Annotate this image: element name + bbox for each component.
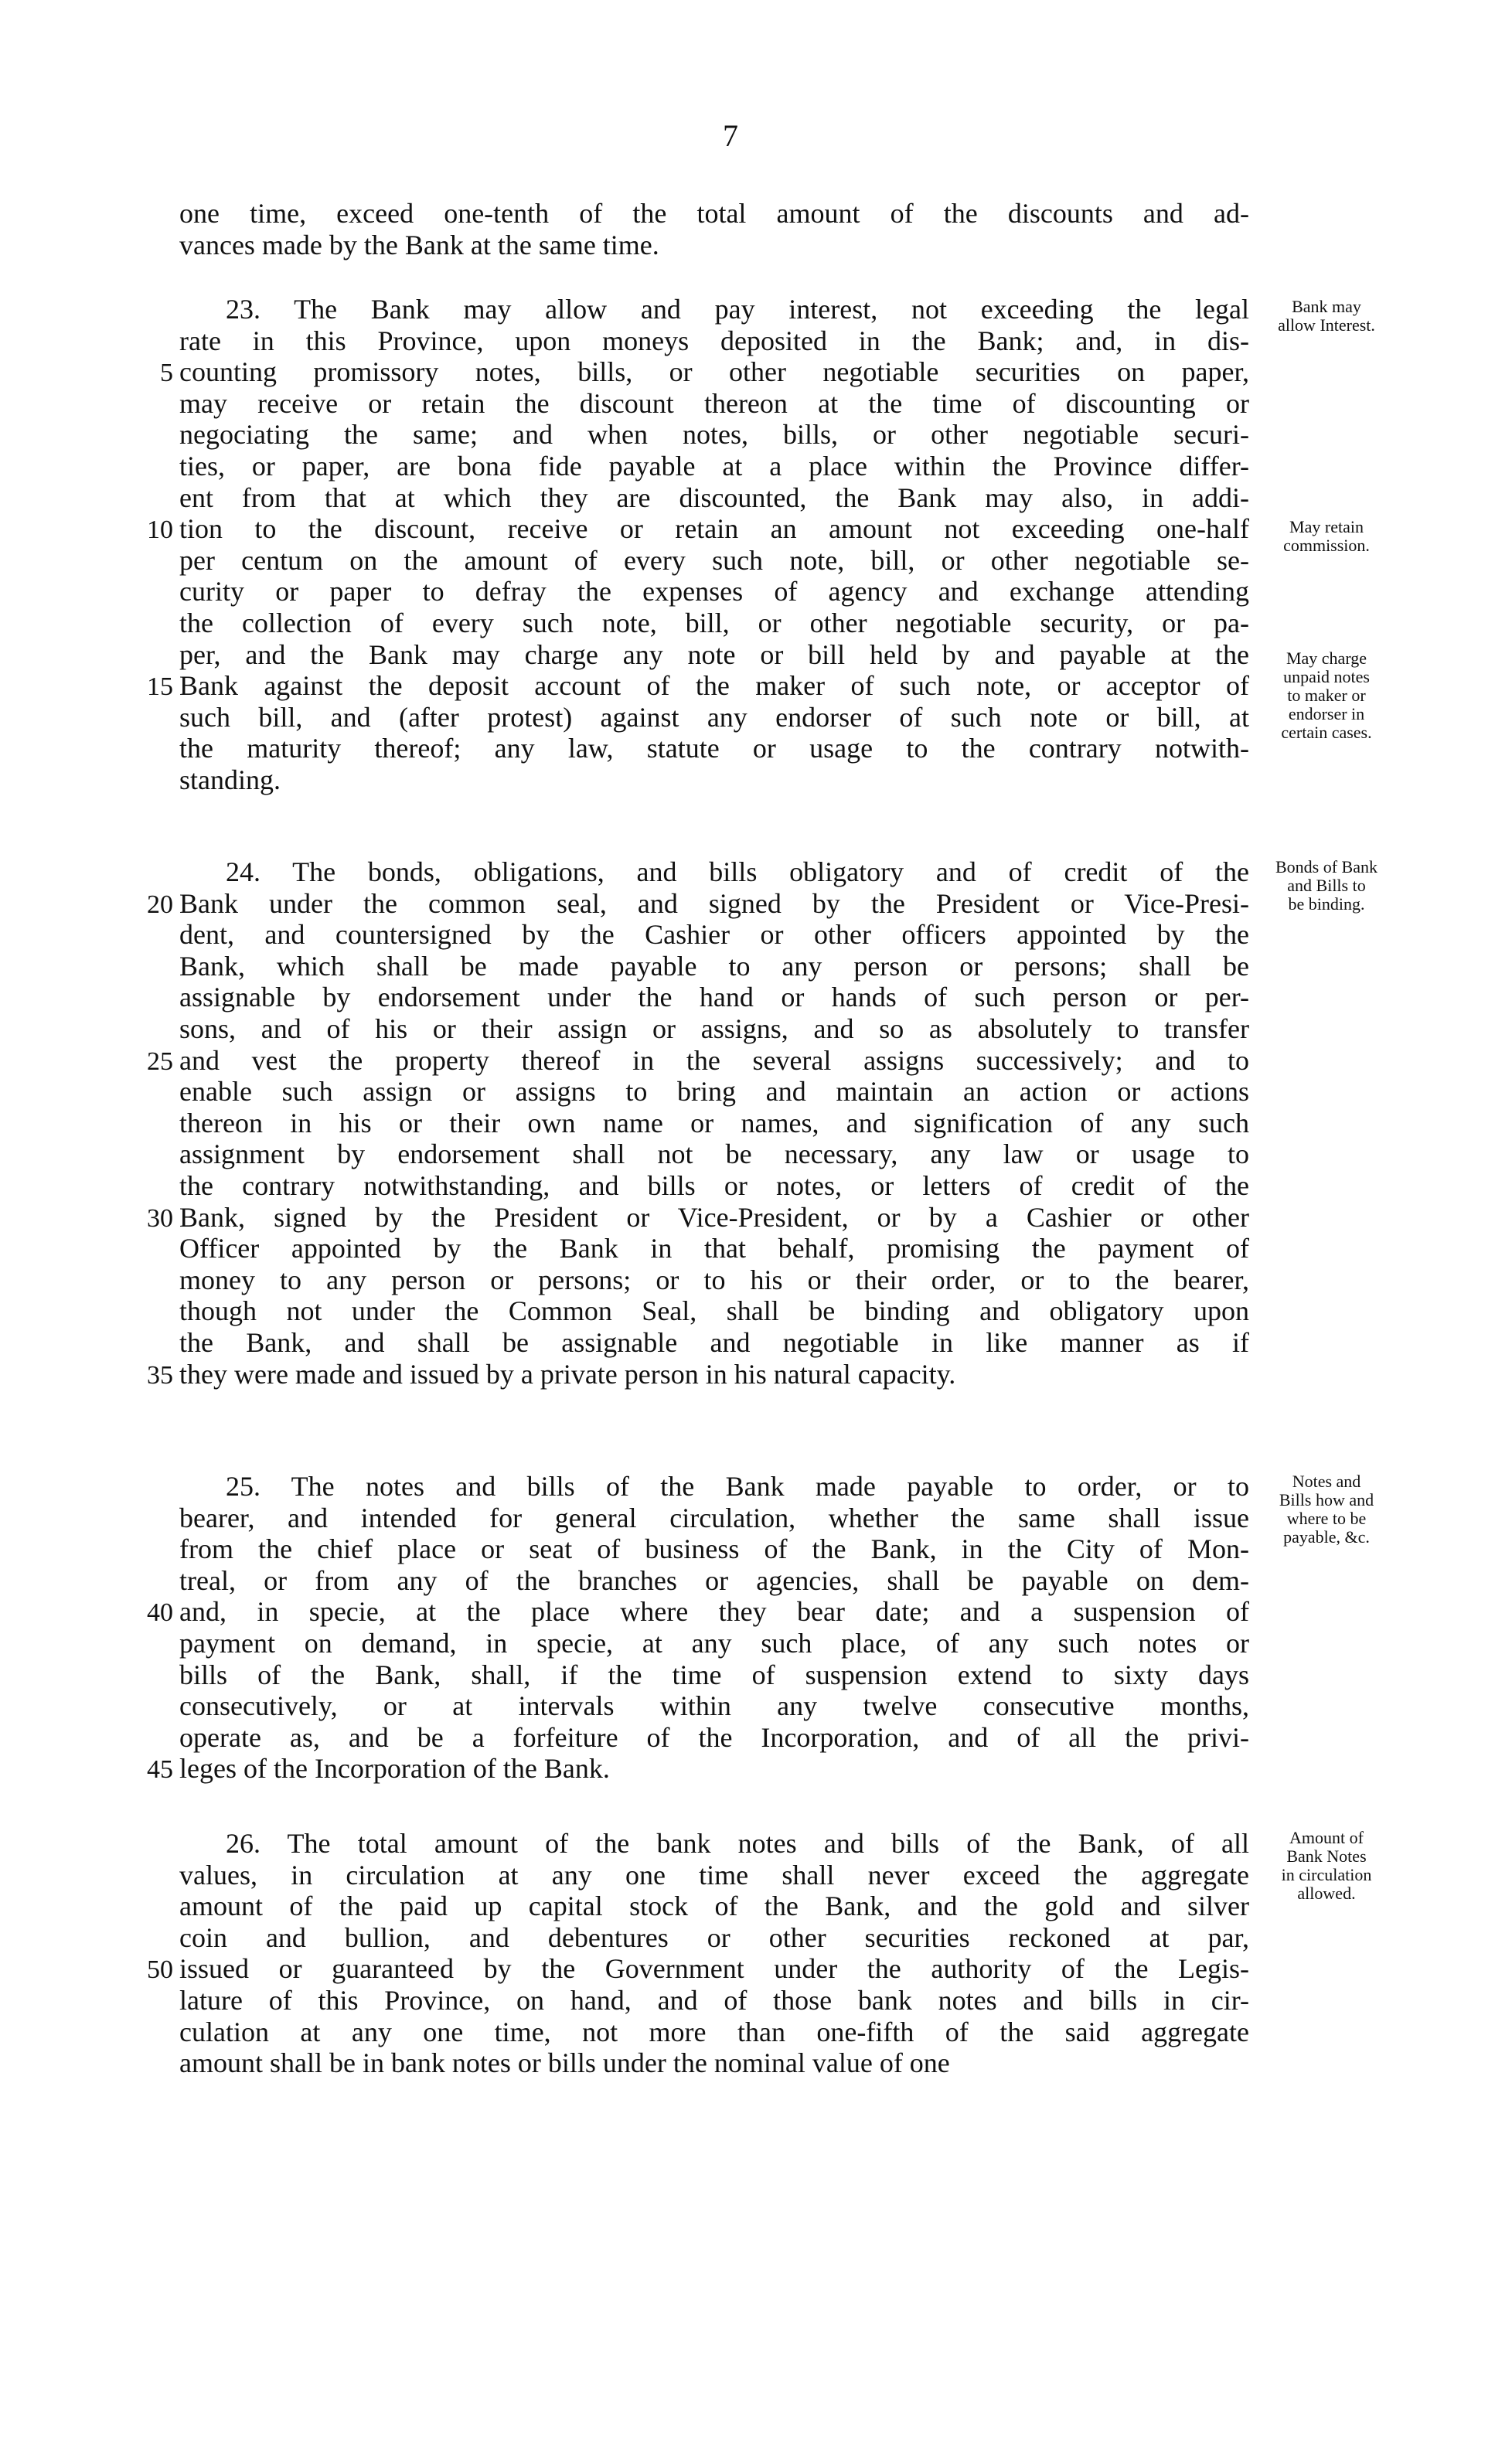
section-s23	[147, 294, 1249, 796]
text-line: payment on demand, in specie, at any such place, of any such notes or	[179, 1627, 1249, 1659]
margin-note	[1249, 858, 1404, 914]
margin-note-line: allow Interest.	[1278, 315, 1375, 335]
text-line: culation at any one time, not more than one-fifth of the said aggregate	[179, 2016, 1249, 2047]
text-line: the contrary notwithstanding, and bills or notes, or letters of credit of the	[179, 1169, 1249, 1201]
text-line: consecutively, or at intervals within any twelve consecutive months,	[179, 1690, 1249, 1722]
section-s25	[147, 1471, 1249, 1785]
text-line: the collection of every such note, bill, or other negotiable security, or pa-	[179, 607, 1249, 638]
text-line: money to any person or persons; or to his or their order, or to the bearer,	[179, 1264, 1249, 1295]
text-line: bills of the Bank, shall, if the time of suspension extend to sixty days	[179, 1659, 1249, 1690]
text-line: Bank, signed by the President or Vice-President, or by a Cashier or other	[179, 1201, 1249, 1233]
text-line: tion to the discount, receive or retain an amount not exceeding one-half	[179, 513, 1249, 545]
text-line: ent from that at which they are discounted, the Bank may also, in addi-	[179, 482, 1249, 513]
text-line: thereon in his or their own name or names, and signification of any such	[179, 1107, 1249, 1138]
text-line: vances made by the Bank at the same time.	[179, 229, 659, 260]
margin-note	[1249, 1829, 1404, 1903]
margin-note-line: certain cases.	[1281, 723, 1372, 742]
text-line: such bill, and (after protest) against any endorser of such note or bill, at	[179, 701, 1249, 733]
text-line: treal, or from any of the branches or agencies, shall be payable on dem-	[179, 1564, 1249, 1596]
margin-note-line: Notes and	[1292, 1472, 1361, 1491]
text-line: assignment by endorsement shall not be necessary, any law or usage to	[179, 1138, 1249, 1170]
text-line: Bank, which shall be made payable to any person or persons; shall be	[179, 950, 1249, 982]
margin-note-line: be binding.	[1288, 894, 1365, 914]
text-line: Bank under the common seal, and signed by the President or Vice-Presi-	[179, 887, 1249, 919]
margin-note-line: in circulation	[1281, 1865, 1372, 1884]
text-line: operate as, and be a forfeiture of the Incorporation, and of all the privi-	[179, 1721, 1249, 1753]
text-line: one time, exceed one-tenth of the total amount of the discounts and ad-	[179, 198, 1249, 229]
text-line: bearer, and intended for general circulation, whether the same shall issue	[179, 1502, 1249, 1533]
text-line: from the chief place or seat of business of the Bank, in the City of Mon-	[179, 1533, 1249, 1565]
margin-note-line: Bank may	[1292, 297, 1361, 316]
section-s22-end	[179, 198, 1249, 260]
margin-note-line: to maker or	[1287, 686, 1366, 705]
text-line: and vest the property thereof in the several assigns successively; and to	[179, 1044, 1249, 1076]
line-number: 20	[147, 890, 173, 919]
line-number: 30	[147, 1203, 173, 1233]
line-number: 10	[147, 516, 173, 545]
text-line: amount of the paid up capital stock of the Bank, and the gold and silver	[179, 1891, 1249, 1922]
margin-note-line: and Bills to	[1287, 876, 1366, 895]
line-number: 35	[147, 1360, 173, 1390]
text-line: 25. The notes and bills of the Bank made payable to order, or to	[226, 1471, 1249, 1502]
margin-note-line: May retain	[1289, 517, 1364, 536]
text-line: amount shall be in bank notes or bills under the nominal value of one	[179, 2047, 950, 2079]
text-line: curity or paper to defray the expenses of agency and exchange attending	[179, 576, 1249, 607]
text-line: ties, or paper, are bona fide payable at a place within the Province differ-	[179, 450, 1249, 482]
text-line: per, and the Bank may charge any note or bill held by and payable at the	[179, 638, 1249, 670]
margin-note	[1249, 518, 1404, 555]
text-line: per centum on the amount of every such note, bill, or other negotiable se-	[179, 544, 1249, 576]
margin-note-line: allowed.	[1297, 1884, 1356, 1903]
line-number: 5	[160, 359, 173, 388]
text-line: counting promissory notes, bills, or other negotiable securities on paper,	[179, 356, 1249, 388]
margin-note-line: Bonds of Bank	[1275, 857, 1378, 876]
margin-note	[1249, 649, 1404, 742]
margin-note-line: commission.	[1283, 536, 1370, 555]
section-s24	[147, 856, 1249, 1390]
line-number: 45	[147, 1755, 173, 1785]
text-line: enable such assign or assigns to bring and maintain an action or actions	[179, 1076, 1249, 1108]
text-line: 24. The bonds, obligations, and bills obligatory and of credit of the	[226, 856, 1249, 887]
margin-note-line: where to be	[1286, 1509, 1367, 1528]
text-line: Bank against the deposit account of the maker of such note, or acceptor of	[179, 670, 1249, 702]
text-line: coin and bullion, and debentures or other securities reckoned at par,	[179, 1921, 1249, 1953]
text-line: assignable by endorsement under the hand or hands of such person or per-	[179, 982, 1249, 1013]
text-line: 26. The total amount of the bank notes and bills of the Bank, of all	[226, 1828, 1249, 1859]
text-line: may receive or retain the discount thereon at the time of discounting or	[179, 387, 1249, 419]
line-number: 40	[147, 1598, 173, 1628]
text-line: 23. The Bank may allow and pay interest, not exceeding the legal	[226, 294, 1249, 325]
margin-note	[1249, 298, 1404, 335]
text-line: Officer appointed by the Bank in that behalf, promising the payment of	[179, 1233, 1249, 1264]
margin-note-line: May charge	[1286, 648, 1367, 668]
text-line: leges of the Incorporation of the Bank.	[179, 1753, 610, 1785]
line-number: 25	[147, 1047, 173, 1076]
page-number: 7	[723, 118, 738, 153]
text-line: rate in this Province, upon moneys deposited in the Bank; and, in dis-	[179, 325, 1249, 356]
section-s26	[147, 1828, 1249, 2079]
margin-note-line: unpaid notes	[1283, 667, 1370, 686]
text-line: sons, and of his or their assign or assigns, and so as absolutely to transfer	[179, 1012, 1249, 1044]
text-line: negociating the same; and when notes, bills, or other negotiable securi-	[179, 419, 1249, 451]
text-line: issued or guaranteed by the Government under the authority of the Legis-	[179, 1953, 1249, 1985]
line-number: 50	[147, 1955, 173, 1985]
text-line: the Bank, and shall be assignable and negotiable in like manner as if	[179, 1326, 1249, 1358]
margin-note-line: Bills how and	[1279, 1490, 1374, 1509]
margin-note	[1249, 1472, 1404, 1547]
margin-note-line: endorser in	[1288, 704, 1365, 723]
margin-note-line: payable, &c.	[1283, 1527, 1370, 1547]
margin-note-line: Bank Notes	[1286, 1846, 1367, 1866]
line-number: 15	[147, 672, 173, 702]
margin-note-line: Amount of	[1289, 1828, 1364, 1847]
text-line: and, in specie, at the place where they bear date; and a suspension of	[179, 1596, 1249, 1628]
text-line: values, in circulation at any one time shall never exceed the aggregate	[179, 1859, 1249, 1891]
text-line: the maturity thereof; any law, statute or usage to the contrary notwith-	[179, 733, 1249, 764]
text-line: though not under the Common Seal, shall be binding and obligatory upon	[179, 1295, 1249, 1327]
text-line: standing.	[179, 764, 281, 795]
text-line: dent, and countersigned by the Cashier or other officers appointed by the	[179, 919, 1249, 951]
text-line: lature of this Province, on hand, and of those bank notes and bills in cir-	[179, 1984, 1249, 2016]
text-line: they were made and issued by a private person in his natural capacity.	[179, 1358, 956, 1390]
